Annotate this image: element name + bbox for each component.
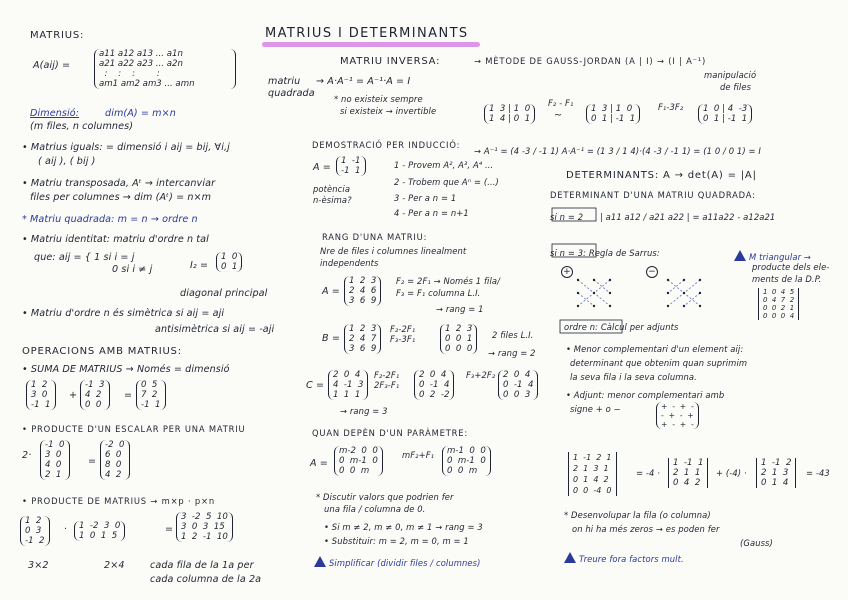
matrix-row: 1 -1 bbox=[341, 156, 361, 166]
matrix-row: 8 0 bbox=[105, 460, 122, 470]
matrix-row: 0 0 3 bbox=[503, 390, 531, 400]
equal-matrices-line: • Matrius iguals: = dimensió i aij = bij, ∀i,j bbox=[22, 142, 230, 153]
matrix-row: 0 1 | -1 1 bbox=[703, 114, 748, 124]
develop-line-1: * Desenvolupar la fila (o columna) bbox=[564, 510, 711, 520]
factors-note bbox=[564, 552, 684, 564]
dimension-formula: dim(A) = m×n bbox=[105, 108, 176, 119]
product-dim-2: 2×4 bbox=[104, 560, 125, 571]
matrix-row: 1 3 | 1 0 bbox=[489, 104, 531, 114]
rank-heading: RANG D'UNA MATRIU: bbox=[322, 232, 428, 242]
parameter-note-4: • Substituir: m = 2, m = 0, m = 1 bbox=[324, 536, 469, 546]
warning-icon bbox=[734, 250, 746, 261]
induction-step-3: 3 - Per a n = 1 bbox=[394, 193, 457, 203]
matrix-row: 4 2 bbox=[85, 390, 102, 400]
matrix-row: 1 0 bbox=[221, 252, 238, 262]
matrix-row: + - + - bbox=[661, 402, 694, 411]
page-title: MATRIUS I DETERMINANTS bbox=[265, 26, 469, 41]
identity-line-1: • Matriu identitat: matriu d'ordre n tal bbox=[22, 234, 209, 245]
dimension-label: Dimensió: bbox=[30, 108, 80, 119]
matrix-row: 0 0 0 4 bbox=[763, 312, 795, 320]
inverse-definition: → A·A⁻¹ = A⁻¹·A = I bbox=[316, 76, 411, 87]
matrix-row: : : : : bbox=[99, 69, 160, 79]
matrix-row: 0 4 7 2 bbox=[763, 296, 795, 304]
matrix-row: -1 3 bbox=[85, 380, 105, 390]
gauss-op-2: F₁-3F₂ bbox=[658, 102, 684, 112]
triangular-matrix bbox=[758, 288, 799, 320]
induction-question-1: potència bbox=[313, 184, 351, 194]
triangular-line-3: ments de la D.P. bbox=[752, 274, 822, 284]
product-title: • PRODUCTE DE MATRIUS → m×p · p×n bbox=[22, 496, 215, 506]
matrix-row: 0 -1 4 bbox=[419, 380, 450, 390]
parameter-note-1: * Discutir valors que podrien fer bbox=[316, 492, 454, 502]
sarrus-minus-icon: − bbox=[646, 266, 658, 278]
parameter-heading: QUAN DEPÈN D'UN PARÀMETRE: bbox=[312, 428, 469, 438]
inverse-note-2: si existeix → invertible bbox=[340, 106, 437, 116]
matrix-row: 0 0 0 bbox=[445, 344, 473, 354]
matrix-row: 0 0 -4 0 bbox=[573, 486, 612, 495]
matrix-row: 0 m-1 0 bbox=[339, 456, 378, 466]
inverse-left-1: matriu bbox=[268, 76, 301, 87]
matrix-def-lhs: A(aij) = bbox=[33, 60, 71, 71]
operations-heading: OPERACIONS AMB MATRIUS: bbox=[22, 346, 182, 357]
triangular-line-1 bbox=[734, 250, 811, 262]
matrix-row: 2 0 4 bbox=[419, 370, 447, 380]
equals-sign: = bbox=[165, 524, 174, 535]
matrix-row: m-1 0 0 bbox=[447, 446, 486, 456]
rank-c-ops: F₂-2F₁ 2F₃-F₁ bbox=[374, 370, 400, 390]
matrix-row: 1 -1 2 1 bbox=[573, 453, 612, 462]
adjunct-result: = -43 bbox=[806, 468, 830, 478]
matrix-row: 0 0 1 bbox=[445, 334, 473, 344]
matrix-row: 1 0 | 4 -3 bbox=[703, 104, 748, 114]
minor-line-3: la seva fila i la seva columna. bbox=[570, 372, 697, 382]
gauss-jordan-heading: → MÈTODE DE GAUSS-JORDAN (A | I) → (I | A⁻¹) bbox=[474, 56, 707, 66]
matrix-row: 2 1 1 bbox=[673, 468, 701, 478]
matrix-row: 0 1 4 2 bbox=[573, 475, 609, 484]
det-3x3-label: si n = 3: Regla de Sarrus: bbox=[550, 248, 660, 258]
factors-text: Treure fora factors mult. bbox=[579, 554, 684, 564]
plus-sign: + bbox=[69, 390, 78, 401]
equal-matrices-example: ( aij ), ( bij ) bbox=[38, 156, 96, 167]
matrix-row: 4 0 bbox=[45, 460, 62, 470]
matrix-row: 3 0 bbox=[45, 450, 62, 460]
diagonal-label: diagonal principal bbox=[180, 288, 268, 299]
tilde-sign: ~ bbox=[554, 110, 563, 121]
adjunct-line-1: • Adjunt: menor complementari amb bbox=[566, 390, 725, 400]
inverse-heading: MATRIU INVERSA: bbox=[340, 56, 441, 67]
identity-line-2: que: aij = { 1 si i = j bbox=[34, 252, 135, 263]
matrix-row: 1 2 bbox=[25, 516, 42, 526]
equals-sign: = bbox=[88, 456, 97, 467]
matrix-row: 1 2 -1 10 bbox=[181, 532, 228, 542]
matrix-row: 3 6 9 bbox=[349, 344, 377, 354]
matrix-row: 3 0 3 15 bbox=[181, 522, 225, 532]
matrix-row: 1 3 | 1 0 bbox=[591, 104, 633, 114]
matrix-row: 0 1 4 bbox=[761, 478, 789, 488]
gauss-check: → A⁻¹ = (4 -3 / -1 1) A·A⁻¹ = (1 3 / 1 4)·(4 -3 / -1 1) = (1 0 / 0 1) = I bbox=[474, 146, 761, 156]
rank-ops-2: F₃ = F₁ columna L.I. bbox=[396, 288, 481, 298]
matrix-row: 0 2 -2 bbox=[419, 390, 450, 400]
matrix-row: 0 0 m bbox=[447, 466, 478, 476]
matrix-row: 2 1 3 bbox=[761, 468, 789, 478]
rank-def-2: independents bbox=[320, 258, 379, 268]
develop-line-3: (Gauss) bbox=[740, 538, 773, 548]
matrix-row: 2 4 7 bbox=[349, 334, 377, 344]
antisymmetric-line: antisimètrica si aij = -aji bbox=[155, 324, 275, 335]
scalar-k: 2· bbox=[22, 450, 32, 461]
matrix-row: 4 2 bbox=[105, 470, 122, 480]
matrix-row: 0 -1 4 bbox=[503, 380, 534, 390]
rank-result-3: → rang = 3 bbox=[340, 406, 388, 416]
simplify-text: Simplificar (dividir files / columnes) bbox=[329, 558, 481, 568]
rank-c: C = bbox=[306, 380, 325, 391]
adjunct-det-3x3-b bbox=[756, 458, 796, 488]
matrix-row: - + - + bbox=[661, 411, 694, 420]
determinants-heading: DETERMINANTS: A → det(A) = |A| bbox=[566, 170, 757, 181]
matrix-row: 7 2 bbox=[141, 390, 158, 400]
induction-question-2: n-èsima? bbox=[313, 195, 352, 205]
matrix-row: 1 1 1 bbox=[333, 390, 361, 400]
adjunct-det-4x4 bbox=[568, 452, 617, 496]
develop-line-2: on hi ha més zeros → es poden fer bbox=[572, 524, 720, 534]
matrix-row: 3 0 bbox=[31, 390, 48, 400]
minor-line-2: determinant que obtenim quan suprimim bbox=[570, 358, 748, 368]
matrix-row: -1 0 bbox=[45, 440, 65, 450]
triangular-text-1: M triangular → bbox=[749, 252, 811, 262]
dimension-note: (m files, n columnes) bbox=[30, 121, 134, 132]
equals-sign: = bbox=[124, 390, 133, 401]
warning-icon bbox=[564, 552, 576, 563]
gauss-op-1: F₂ - F₁ bbox=[548, 98, 574, 108]
product-dim-1: 3×2 bbox=[28, 560, 49, 571]
det-2x2-label: si n = 2 bbox=[550, 212, 584, 222]
matrix-row: 2 0 4 bbox=[503, 370, 531, 380]
induction-a: A = bbox=[313, 162, 331, 173]
matrix-row: 2 4 6 bbox=[349, 286, 377, 296]
matrix-row: 1 2 3 bbox=[349, 276, 377, 286]
matrix-row: 0 0 m bbox=[339, 466, 370, 476]
n2-box bbox=[552, 208, 596, 221]
sign-matrix bbox=[656, 402, 699, 429]
matrix-row: 1 2 bbox=[31, 380, 48, 390]
inverse-note-1: * no existeix sempre bbox=[334, 94, 423, 104]
induction-step-1: 1 - Provem A², A³, A⁴ ... bbox=[394, 160, 494, 170]
matrix-row: -1 2 bbox=[25, 536, 45, 546]
matrix-row: 3 -2 5 10 bbox=[181, 512, 228, 522]
adjunct-line-2: signe + o − bbox=[570, 404, 621, 414]
parameter-a: A = bbox=[310, 458, 328, 469]
identity-line-3: 0 si i ≠ j bbox=[112, 264, 153, 275]
matrix-row: 2 1 bbox=[45, 470, 62, 480]
square-matrix-line: * Matriu quadrada: m = n → ordre n bbox=[22, 214, 198, 225]
matrix-row: 0 m-1 0 bbox=[447, 456, 486, 466]
gauss-note-2: de files bbox=[720, 82, 752, 92]
product-note-2: cada columna de la 2a bbox=[150, 574, 262, 585]
parameter-note-2: una fila / columna de 0. bbox=[324, 504, 426, 514]
transpose-line-2: files per columnes → dim (Aᵗ) = n×m bbox=[30, 192, 212, 203]
adjunct-eq: = -4 · bbox=[636, 468, 660, 478]
matrix-row: 2 0 4 bbox=[333, 370, 361, 380]
adjunct-det-3x3-a bbox=[668, 458, 708, 488]
adjunct-op: + (-4) · bbox=[716, 468, 747, 478]
n3-box bbox=[552, 244, 596, 257]
matrix-row: 1 0 1 5 bbox=[79, 531, 118, 541]
matrius-heading: MATRIUS: bbox=[30, 30, 85, 41]
induction-step-2: 2 - Trobem que Aⁿ = (...) bbox=[394, 177, 499, 187]
matrix-row: + - + - bbox=[661, 420, 694, 429]
matrix-row: -1 1 bbox=[31, 400, 51, 410]
product-note-1: cada fila de la 1a per bbox=[150, 560, 254, 571]
det-2x2-formula: | a11 a12 / a21 a22 | = a11a22 - a12a21 bbox=[600, 212, 776, 222]
induction-step-4: 4 - Per a n = n+1 bbox=[394, 208, 469, 218]
triangular-line-2: producte dels ele- bbox=[752, 262, 830, 272]
identity-i2-label: I₂ = bbox=[190, 260, 209, 271]
matrix-row: -2 0 bbox=[105, 440, 125, 450]
matrix-row: 1 2 3 bbox=[349, 324, 377, 334]
matrix-row: 1 -1 2 bbox=[761, 458, 792, 468]
matrix-row: 6 0 bbox=[105, 450, 122, 460]
induction-heading: DEMOSTRACIÓ PER INDUCCIÓ: bbox=[312, 140, 461, 150]
matrix-row: 0 4 2 bbox=[673, 478, 701, 488]
matrix-row: 0 0 2 1 bbox=[763, 304, 795, 312]
sarrus-plus-icon: + bbox=[561, 266, 573, 278]
rank-result-2b: → rang = 2 bbox=[488, 348, 536, 358]
matrix-row: 0 3 bbox=[25, 526, 42, 536]
determinant-subheading: DETERMINANT D'UNA MATRIU QUADRADA: bbox=[550, 190, 756, 200]
matrix-row: 2 1 3 1 bbox=[573, 464, 609, 473]
matrix-row: -1 1 bbox=[141, 400, 161, 410]
matrix-row: 0 1 | -1 1 bbox=[591, 114, 636, 124]
gauss-note-1: manipulació bbox=[704, 70, 757, 80]
rank-b: B = bbox=[322, 333, 340, 344]
inverse-left-2: quadrada bbox=[268, 88, 315, 99]
matrix-row: 0 5 bbox=[141, 380, 158, 390]
matrix-row: 3 6 9 bbox=[349, 296, 377, 306]
matrix-row: 1 -1 1 bbox=[673, 458, 704, 468]
matrix-row: 1 4 | 0 1 bbox=[489, 114, 531, 124]
transpose-line-1: • Matriu transposada, Aᵗ → intercanviar bbox=[22, 178, 216, 189]
matrix-row: 0 1 bbox=[221, 262, 238, 272]
matrix-row: 4 -1 3 bbox=[333, 380, 364, 390]
matrix-row: a11 a12 a13 ... a1n bbox=[99, 49, 183, 59]
parameter-note-3: • Si m ≠ 2, m ≠ 0, m ≠ 1 → rang = 3 bbox=[324, 522, 483, 532]
matrix-row: m-2 0 0 bbox=[339, 446, 378, 456]
adjuncts-title: ordre n: Càlcul per adjunts bbox=[564, 322, 679, 332]
rank-b-ops: F₂-2F₁ F₃-3F₁ bbox=[390, 324, 416, 344]
rank-result-2a: 2 files L.I. bbox=[492, 330, 534, 340]
matrix-row: a21 a22 a23 ... a2n bbox=[99, 59, 183, 69]
matrix-row: -1 1 bbox=[341, 166, 361, 176]
rank-ops-1: F₂ = 2F₁ → Només 1 fila/ bbox=[396, 276, 501, 286]
matrix-row: 1 -2 3 0 bbox=[79, 521, 121, 531]
scalar-title: • PRODUCTE D'UN ESCALAR PER UNA MATRIU bbox=[22, 424, 246, 434]
matrix-row: 1 0 4 5 bbox=[763, 288, 795, 296]
rank-c-op2: F₃+2F₂ bbox=[466, 370, 496, 380]
minor-line-1: • Menor complementari d'un element aij: bbox=[566, 344, 744, 354]
rank-a: A = bbox=[322, 286, 340, 297]
sum-title: • SUMA DE MATRIUS → Només = dimensió bbox=[22, 364, 230, 375]
dot-sign: · bbox=[64, 524, 68, 535]
rank-def-1: Nre de files i columnes linealment bbox=[320, 246, 467, 256]
parameter-op: mF₂+F₁ bbox=[402, 450, 435, 460]
matrix-row: am1 am2 am3 ... amn bbox=[99, 79, 195, 89]
rank-result-1: → rang = 1 bbox=[436, 304, 484, 314]
matrix-row: 1 2 3 bbox=[445, 324, 473, 334]
symmetric-line: • Matriu d'ordre n és simètrica si aij = aji bbox=[22, 308, 225, 319]
matrix-row: 0 0 bbox=[85, 400, 102, 410]
